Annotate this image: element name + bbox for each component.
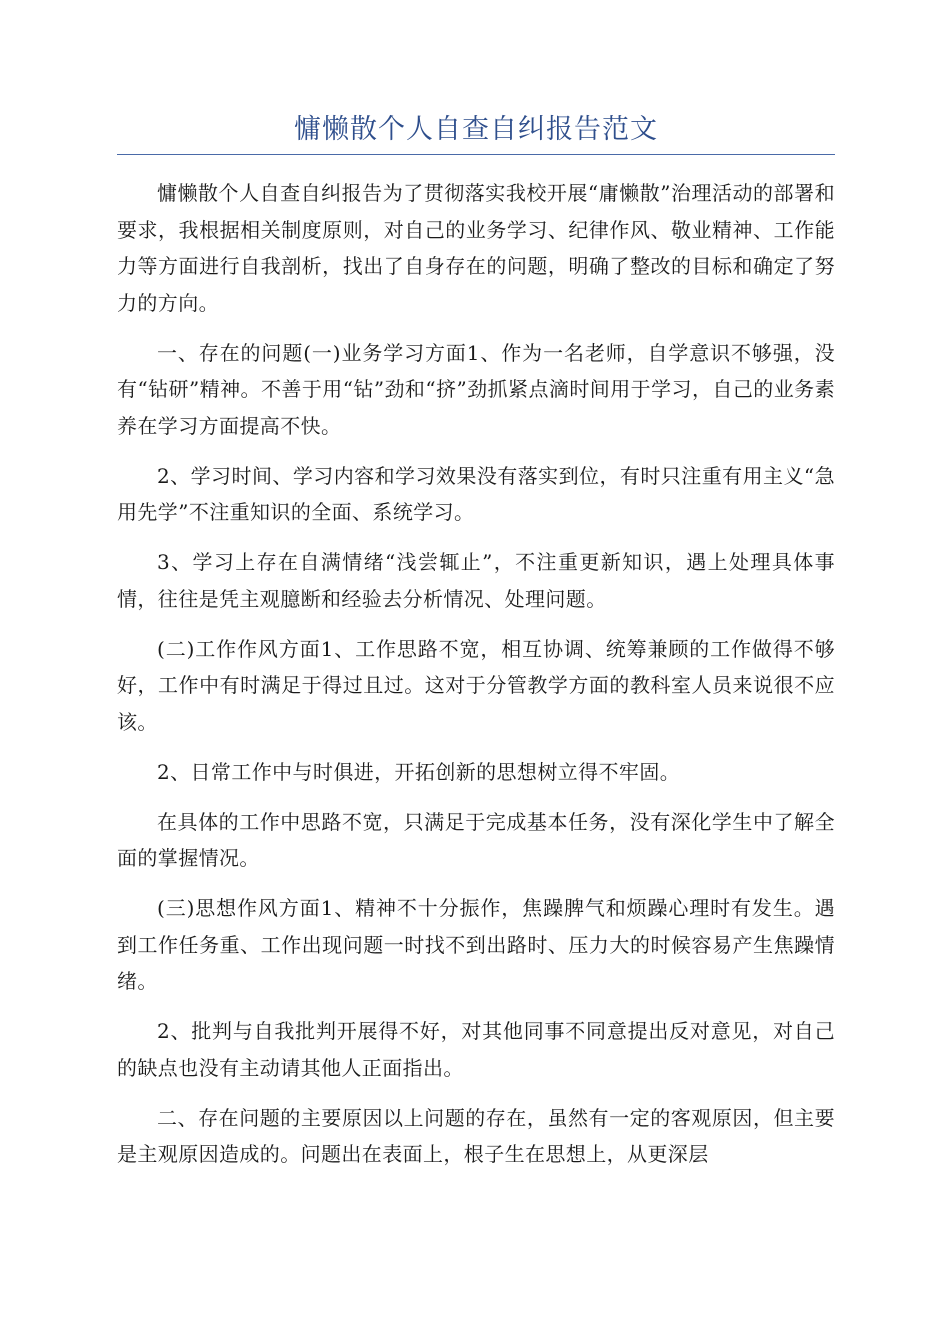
- paragraph: 在具体的工作中思路不宽，只满足于完成基本任务，没有深化学生中了解全面的掌握情况。: [117, 809, 835, 870]
- paragraph: 慵懒散个人自查自纠报告为了贯彻落实我校开展“庸懒散”治理活动的部署和要求，我根据相关制度原则，对自己的业务学习、纪律作风、敬业精神、工作能力等方面进行自我剖析，找出了自身存在的问题，明确了整改的目标和确定了努力的方向。: [117, 181, 835, 315]
- document-title: 慵懒散个人自查自纠报告范文: [294, 114, 658, 145]
- paragraph: 3、学习上存在自满情绪“浅尝辄止”，不注重更新知识，遇上处理具体事情，往往是凭主观臆断和经验去分析情况、处理问题。: [117, 550, 835, 611]
- paragraph: 2、日常工作中与时俱进，开拓创新的思想树立得不牢固。: [157, 759, 681, 784]
- document-page: [117, 108, 835, 1186]
- paragraph: 二、存在问题的主要原因以上问题的存在，虽然有一定的客观原因，但主要是主观原因造成的。问题出在表面上，根子生在思想上，从更深层: [117, 1105, 835, 1166]
- paragraph: (二)工作作风方面1、工作思路不宽，相互协调、统筹兼顾的工作做得不够好，工作中有时满足于得过且过。这对于分管教学方面的教科室人员来说很不应该。: [117, 636, 835, 734]
- title-underline: [117, 154, 835, 155]
- paragraph: 一、存在的问题(一)业务学习方面1、作为一名老师，自学意识不够强，没有“钻研”精神。不善于用“钻”劲和“挤”劲抓紧点滴时间用于学习，自己的业务素养在学习方面提高不快。: [117, 340, 835, 438]
- paragraph: 2、学习时间、学习内容和学习效果没有落实到位，有时只注重有用主义“急用先学”不注重知识的全面、系统学习。: [117, 463, 835, 524]
- paragraph: (三)思想作风方面1、精神不十分振作，焦躁脾气和烦躁心理时有发生。遇到工作任务重、工作出现问题一时找不到出路时、压力大的时候容易产生焦躁情绪。: [117, 896, 835, 993]
- paragraph: 2、批判与自我批判开展得不好，对其他同事不同意提出反对意见，对自己的缺点也没有主动请其他人正面指出。: [117, 1019, 835, 1080]
